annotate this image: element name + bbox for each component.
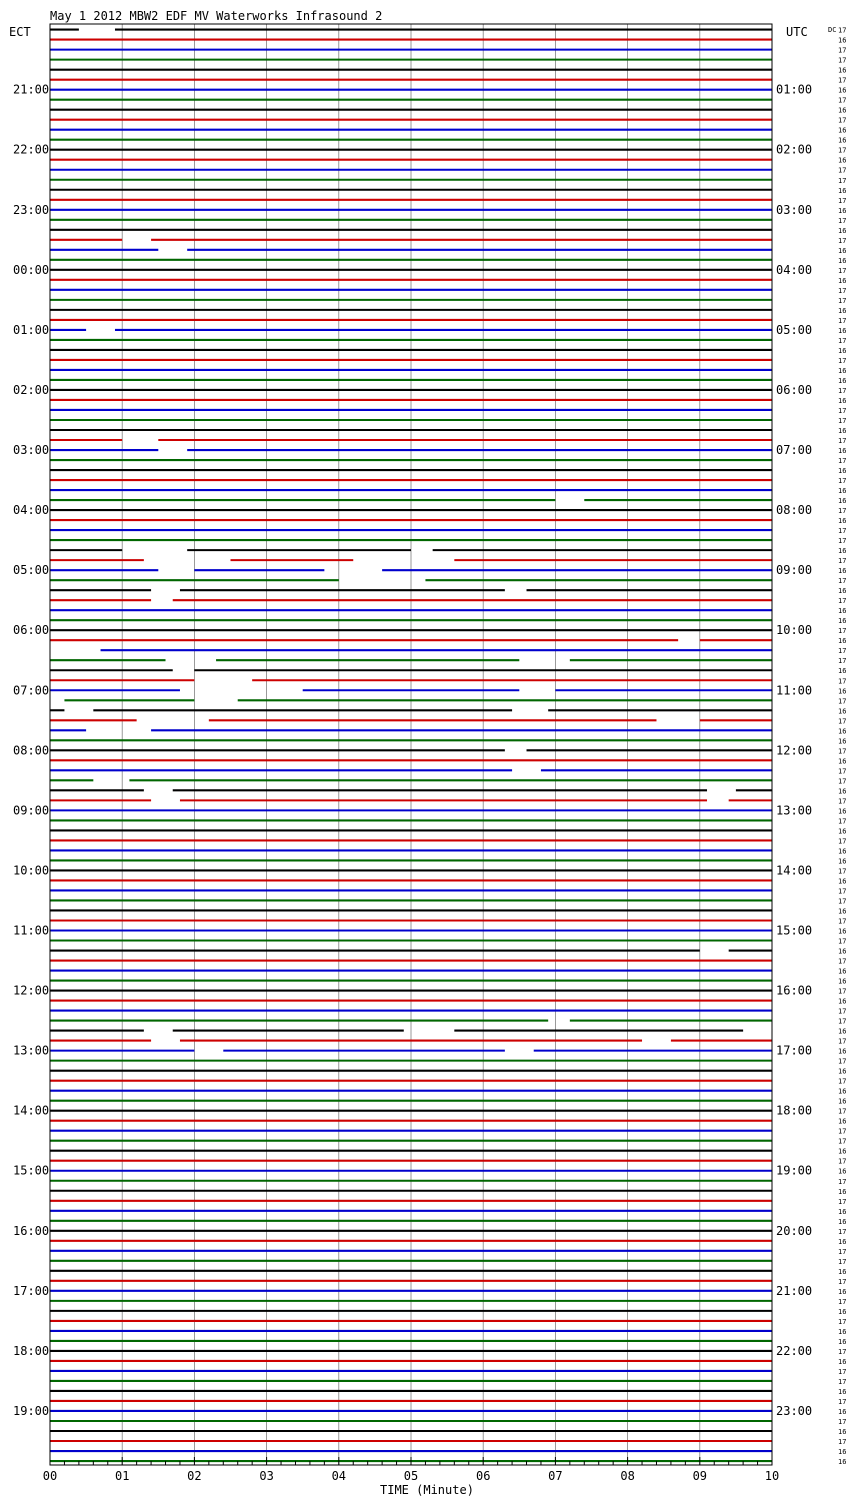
- right-hour-label: 01:00: [776, 82, 813, 97]
- dc-offset-label: 16: [838, 276, 847, 285]
- dc-offset-label: 16: [838, 1337, 847, 1346]
- dc-offset-label: 16: [838, 617, 847, 626]
- left-hour-label: 15:00: [13, 1163, 50, 1178]
- dc-offset-label: 16: [838, 1237, 847, 1246]
- left-hour-label: 05:00: [13, 563, 50, 578]
- dc-offset-label: 16: [838, 947, 847, 956]
- dc-offset-label: 16: [838, 847, 847, 856]
- x-tick-label: 02: [187, 1469, 202, 1483]
- left-hour-label: 12:00: [13, 983, 50, 998]
- dc-offset-label: 17: [838, 1438, 847, 1447]
- dc-offset-label: 17: [838, 597, 847, 606]
- dc-label: DC: [828, 26, 837, 34]
- right-hour-label: 20:00: [776, 1223, 813, 1238]
- dc-offset-label: 17: [838, 1007, 847, 1016]
- left-hour-label: 18:00: [13, 1343, 50, 1358]
- dc-offset-label: 16: [838, 256, 847, 265]
- dc-offset-label: 17: [838, 887, 847, 896]
- left-hour-label: 04:00: [13, 503, 50, 518]
- x-tick-label: 06: [475, 1469, 491, 1483]
- dc-offset-label: 17: [838, 1377, 847, 1386]
- dc-offset-label: 17: [838, 1197, 847, 1206]
- dc-offset-label: 17: [838, 817, 847, 826]
- x-tick-label: 10: [764, 1469, 780, 1483]
- dc-offset-label: 17: [838, 527, 847, 536]
- right-hour-label: 07:00: [776, 443, 813, 458]
- dc-offset-label: 17: [838, 166, 847, 175]
- dc-offset-label: 16: [838, 1287, 847, 1296]
- dc-offset-label: 17: [838, 216, 847, 225]
- dc-offset-label: 17: [838, 286, 847, 295]
- left-hour-label: 22:00: [13, 142, 50, 157]
- dc-offset-label: 17: [838, 1397, 847, 1406]
- dc-offset-label: 17: [838, 56, 847, 65]
- right-hour-label: 04:00: [776, 262, 813, 277]
- right-hour-label: 09:00: [776, 563, 813, 578]
- left-hour-label: 13:00: [13, 1043, 50, 1058]
- dc-offset-label: 17: [838, 837, 847, 846]
- dc-offset-label: 17: [838, 1137, 847, 1146]
- dc-offset-label: 17: [838, 777, 847, 786]
- x-axis-label: TIME (Minute): [380, 1483, 474, 1497]
- left-hour-label: 00:00: [13, 262, 50, 277]
- right-hour-label: 02:00: [776, 142, 813, 157]
- dc-offset-label: 17: [838, 697, 847, 706]
- dc-offset-label: 16: [838, 326, 847, 335]
- dc-offset-label: 17: [838, 336, 847, 345]
- dc-offset-label: 16: [838, 1267, 847, 1276]
- dc-offset-label: 16: [838, 86, 847, 95]
- dc-offset-label: 16: [838, 807, 847, 816]
- dc-offset-label: 17: [838, 46, 847, 55]
- dc-offset-label: 17: [838, 577, 847, 586]
- right-hour-label: 08:00: [776, 503, 813, 518]
- dc-offset-label: 17: [838, 76, 847, 85]
- dc-offset-label: 17: [838, 386, 847, 395]
- dc-offset-label: 16: [838, 206, 847, 215]
- left-hour-label: 16:00: [13, 1223, 50, 1238]
- dc-offset-label: 17: [838, 1257, 847, 1266]
- right-hour-label: 19:00: [776, 1163, 813, 1178]
- dc-offset-label: 16: [838, 487, 847, 496]
- dc-offset-label: 17: [838, 477, 847, 486]
- dc-offset-label: 17: [838, 657, 847, 666]
- dc-offset-label: 17: [838, 296, 847, 305]
- dc-offset-label: 17: [838, 406, 847, 415]
- dc-offset-label: 17: [838, 767, 847, 776]
- left-hour-label: 14:00: [13, 1103, 50, 1118]
- dc-offset-label: 17: [838, 867, 847, 876]
- left-hour-label: 03:00: [13, 443, 50, 458]
- dc-offset-label: 16: [838, 1428, 847, 1436]
- dc-offset-label: 17: [838, 987, 847, 996]
- right-hour-label: 03:00: [776, 202, 813, 217]
- dc-offset-label: 17: [838, 917, 847, 926]
- right-hour-label: 17:00: [776, 1043, 813, 1058]
- dc-offset-label: 16: [838, 1167, 847, 1176]
- dc-offset-label: 17: [838, 627, 847, 636]
- dc-offset-label: 17: [838, 1247, 847, 1256]
- dc-offset-label: 16: [838, 306, 847, 315]
- dc-offset-label: 16: [838, 607, 847, 616]
- dc-offset-label: 16: [838, 727, 847, 736]
- dc-offset-label: 16: [838, 637, 847, 646]
- dc-offset-label: 16: [838, 1307, 847, 1316]
- dc-offset-label: 16: [838, 967, 847, 976]
- dc-offset-label: 17: [838, 797, 847, 806]
- left-hour-labels: [13, 83, 49, 1418]
- right-hour-labels: [776, 83, 812, 1418]
- dc-offset-label: 16: [838, 927, 847, 936]
- x-tick-label: 05: [403, 1469, 419, 1483]
- dc-offset-labels: [838, 27, 846, 1466]
- dc-offset-label: 17: [838, 1017, 847, 1026]
- right-axis-label: UTC: [786, 25, 808, 39]
- dc-offset-label: 16: [838, 366, 847, 375]
- dc-offset-label: 16: [838, 1117, 847, 1126]
- dc-offset-label: 17: [838, 1177, 847, 1186]
- dc-offset-label: 16: [838, 997, 847, 1006]
- dc-offset-label: 16: [838, 66, 847, 75]
- dc-offset-label: 16: [838, 1147, 847, 1156]
- dc-offset-label: 16: [838, 977, 847, 986]
- dc-offset-label: 17: [838, 537, 847, 546]
- dc-offset-label: 16: [838, 447, 847, 456]
- dc-offset-label: 17: [838, 1127, 847, 1136]
- dc-offset-label: 16: [838, 186, 847, 195]
- dc-offset-label: 16: [838, 547, 847, 556]
- dc-offset-label: 16: [838, 1407, 847, 1416]
- dc-offset-label: 16: [838, 1217, 847, 1226]
- dc-offset-label: 16: [838, 877, 847, 886]
- dc-offset-label: 17: [838, 1227, 847, 1236]
- dc-offset-label: 17: [838, 1317, 847, 1326]
- dc-offset-label: 17: [838, 1057, 847, 1066]
- dc-offset-label: 16: [838, 427, 847, 435]
- dc-offset-label: 17: [838, 557, 847, 566]
- dc-offset-label: 16: [838, 1207, 847, 1216]
- dc-offset-label: 17: [838, 176, 847, 185]
- left-hour-label: 06:00: [13, 623, 50, 638]
- right-hour-label: 14:00: [776, 863, 813, 878]
- dc-offset-label: 16: [838, 787, 847, 796]
- x-tick-label: 09: [692, 1469, 708, 1483]
- dc-offset-label: 16: [838, 497, 847, 506]
- dc-offset-label: 17: [838, 146, 847, 155]
- right-hour-label: 18:00: [776, 1103, 813, 1118]
- dc-offset-label: 16: [838, 156, 847, 165]
- dc-offset-label: 17: [838, 1297, 847, 1306]
- dc-offset-label: 17: [838, 717, 847, 726]
- dc-offset-label: 16: [838, 827, 847, 836]
- dc-offset-label: 16: [838, 687, 847, 696]
- dc-offset-label: 16: [838, 346, 847, 355]
- x-tick-label: 03: [259, 1469, 274, 1483]
- dc-offset-label: 16: [838, 376, 847, 385]
- right-hour-label: 16:00: [776, 983, 813, 998]
- dc-offset-label: 16: [838, 517, 847, 526]
- chart-title: May 1 2012 MBW2 EDF MV Waterworks Infrasound 2: [50, 9, 383, 23]
- left-hour-label: 11:00: [13, 923, 50, 938]
- dc-offset-label: 17: [838, 1077, 847, 1086]
- x-tick-label: 08: [620, 1469, 635, 1483]
- dc-offset-label: 16: [838, 707, 847, 716]
- dc-offset-label: 16: [838, 396, 847, 405]
- x-tick-label: 07: [548, 1469, 563, 1483]
- dc-offset-label: 17: [838, 316, 847, 325]
- dc-offset-label: 17: [838, 457, 847, 466]
- right-hour-label: 11:00: [776, 683, 813, 698]
- dc-offset-label: 17: [838, 507, 847, 516]
- right-hour-label: 06:00: [776, 382, 813, 397]
- dc-offset-label: 17: [838, 1277, 847, 1286]
- dc-offset-label: 16: [838, 126, 847, 135]
- dc-offset-label: 17: [838, 1037, 847, 1046]
- dc-offset-label: 17: [838, 196, 847, 205]
- dc-offset-label: 17: [838, 1417, 847, 1426]
- dc-offset-label: 16: [838, 857, 847, 866]
- left-hour-label: 02:00: [13, 382, 50, 397]
- dc-offset-label: 17: [838, 416, 847, 425]
- left-hour-label: 07:00: [13, 683, 50, 698]
- x-tick-label: 04: [331, 1469, 347, 1483]
- dc-offset-label: 16: [838, 1387, 847, 1396]
- dc-offset-label: 17: [838, 1157, 847, 1166]
- dc-offset-label: 16: [838, 36, 847, 45]
- dc-offset-label: 17: [838, 1347, 847, 1356]
- dc-offset-label: 17: [838, 957, 847, 966]
- left-hour-label: 09:00: [13, 803, 50, 818]
- dc-offset-label: 16: [838, 667, 847, 676]
- right-hour-label: 05:00: [776, 322, 813, 337]
- left-hour-label: 01:00: [13, 322, 50, 337]
- dc-offset-label: 16: [838, 587, 847, 596]
- dc-offset-label: 16: [838, 1187, 847, 1196]
- left-hour-label: 19:00: [13, 1403, 50, 1418]
- dc-offset-label: 17: [838, 356, 847, 365]
- dc-offset-label: 16: [838, 567, 847, 576]
- right-hour-label: 21:00: [776, 1283, 813, 1298]
- dc-offset-label: 16: [838, 737, 847, 746]
- dc-offset-label: 16: [838, 1458, 847, 1467]
- left-hour-label: 23:00: [13, 202, 50, 217]
- dc-offset-label: 17: [838, 1367, 847, 1376]
- left-hour-label: 10:00: [13, 863, 50, 878]
- right-hour-label: 22:00: [776, 1343, 813, 1358]
- dc-offset-label: 16: [838, 1087, 847, 1096]
- dc-offset-label: 17: [838, 1107, 847, 1116]
- dc-offset-label: 16: [838, 1027, 847, 1036]
- left-hour-label: 17:00: [13, 1283, 50, 1298]
- dc-offset-label: 16: [838, 1047, 847, 1056]
- dc-offset-label: 17: [838, 96, 847, 105]
- dc-offset-label: 16: [838, 136, 847, 145]
- dc-offset-label: 17: [838, 266, 847, 275]
- dc-offset-label: 17: [838, 236, 847, 245]
- x-tick-label: 01: [114, 1469, 130, 1483]
- dc-offset-label: 17: [838, 677, 847, 686]
- dc-offset-label: 16: [838, 1097, 847, 1106]
- dc-offset-label: 16: [838, 1448, 847, 1457]
- dc-offset-label: 17: [838, 747, 847, 756]
- right-hour-label: 23:00: [776, 1403, 813, 1418]
- dc-offset-label: 16: [838, 467, 847, 476]
- dc-offset-label: 17: [838, 897, 847, 906]
- left-hour-label: 08:00: [13, 743, 50, 758]
- dc-offset-label: 17: [838, 116, 847, 125]
- dc-offset-label: 17: [838, 647, 847, 656]
- dc-offset-label: 16: [838, 1067, 847, 1076]
- x-tick-label: 00: [42, 1469, 58, 1483]
- left-hour-label: 21:00: [13, 82, 50, 97]
- dc-offset-label: 16: [838, 757, 847, 766]
- dc-offset-label: 17: [838, 26, 847, 35]
- dc-offset-label: 16: [838, 907, 847, 916]
- right-hour-label: 10:00: [776, 623, 813, 638]
- dc-offset-label: 16: [838, 226, 847, 235]
- dc-offset-label: 16: [838, 1327, 847, 1336]
- dc-offset-label: 17: [838, 437, 847, 446]
- left-axis-label: ECT: [9, 25, 31, 39]
- dc-offset-label: 17: [838, 937, 847, 946]
- dc-offset-label: 16: [838, 246, 847, 255]
- right-hour-label: 12:00: [776, 743, 813, 758]
- dc-offset-label: 16: [838, 106, 847, 115]
- right-hour-label: 15:00: [776, 923, 813, 938]
- dc-offset-label: 16: [838, 1357, 847, 1366]
- right-hour-label: 13:00: [776, 803, 813, 818]
